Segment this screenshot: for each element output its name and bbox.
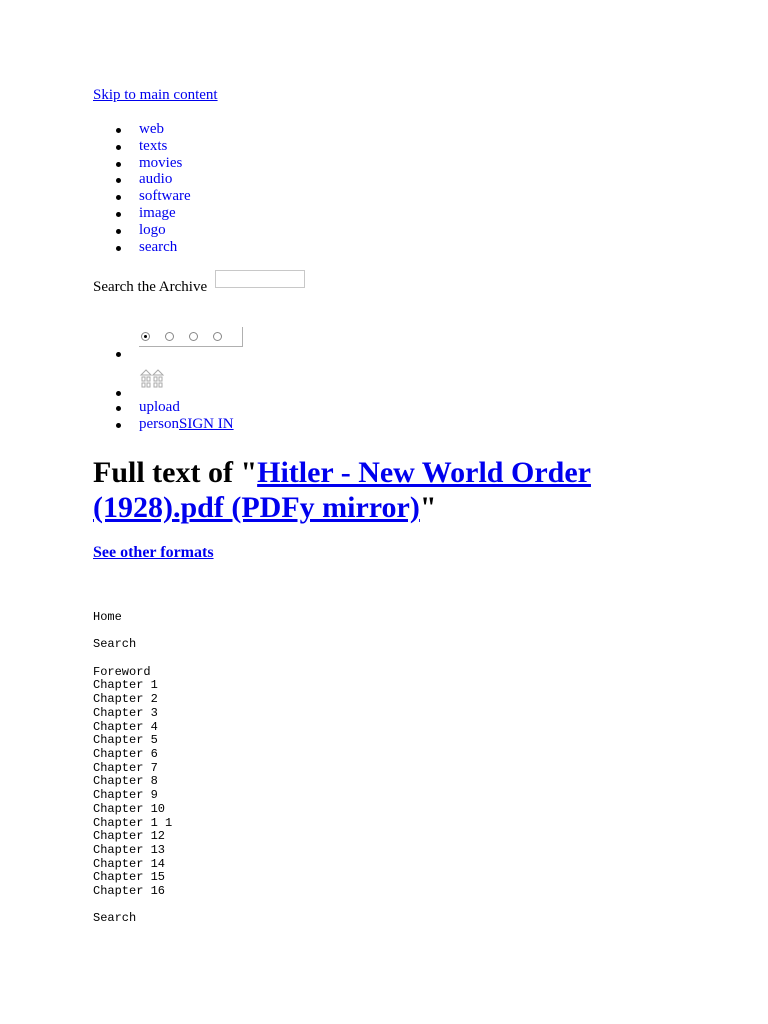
nav-link-texts[interactable]: texts <box>139 137 168 154</box>
nav-item-search <box>93 239 493 256</box>
nav-item-image <box>93 205 493 222</box>
blank-line <box>93 899 172 913</box>
blank-line <box>93 652 172 666</box>
nav-item-logo <box>93 222 493 239</box>
toc-line: Chapter 6 <box>93 747 158 761</box>
nav-item-audio <box>93 171 493 188</box>
nav-link-audio[interactable]: audio <box>139 171 173 188</box>
nav-link-search[interactable]: search <box>139 238 178 255</box>
see-other-formats-link[interactable]: See other formats <box>93 544 214 561</box>
toc-line: Chapter 13 <box>93 842 166 857</box>
toc-line: Chapter 9 <box>93 788 158 803</box>
toc-line: Chapter 2 <box>93 692 158 707</box>
toc-line: Chapter 10 <box>93 801 166 816</box>
nav-item-upload <box>93 399 493 416</box>
nav-item-movies <box>93 155 493 172</box>
blank-line <box>93 625 172 639</box>
nav-item-account <box>93 416 493 433</box>
search-type-radio-group <box>139 327 243 347</box>
search-type-radio-1[interactable] <box>141 332 150 341</box>
toc-line: Chapter 5 <box>93 733 158 748</box>
nav-link-software[interactable]: software <box>139 188 191 205</box>
toc-line: Chapter 15 <box>93 870 166 885</box>
nav-link-web[interactable]: web <box>139 121 164 137</box>
nav-item-texts <box>93 138 493 155</box>
full-text-search-top: Search <box>93 637 137 652</box>
toc-line: Chapter 3 <box>93 705 158 720</box>
nav-item-software <box>93 188 493 205</box>
search-type-radio-3[interactable] <box>189 332 198 341</box>
search-input[interactable] <box>215 270 305 288</box>
search-type-radio-2[interactable] <box>165 332 174 341</box>
nav-link-image[interactable]: image <box>139 204 176 221</box>
person-icon-link[interactable]: person <box>139 416 179 433</box>
full-text-home: Home <box>93 610 122 624</box>
full-text-search-bottom: Search <box>93 911 137 926</box>
item-title-link[interactable]: Hitler - New World Order (1928).pdf (PDFy mirror) <box>93 456 591 524</box>
page-title-prefix: Full text of " <box>93 456 258 489</box>
archive-logo-item <box>93 367 493 399</box>
toc-line: Chapter 1 <box>93 678 158 693</box>
toc-line: Chapter 8 <box>93 774 158 789</box>
search-label: Search the Archive <box>93 279 208 296</box>
other-formats-heading <box>93 543 214 562</box>
archive-logo-icon[interactable] <box>139 369 165 389</box>
nav-link-movies[interactable]: movies <box>139 154 183 171</box>
toc-line: Chapter 7 <box>93 760 158 775</box>
top-nav <box>93 121 493 433</box>
search-type-radio-4[interactable] <box>213 332 222 341</box>
page-title-suffix: " <box>419 491 437 524</box>
toc-line: Foreword <box>93 664 151 679</box>
full-text-toc <box>93 666 172 899</box>
toc-line: Chapter 14 <box>93 856 166 871</box>
page-title <box>93 455 653 525</box>
upload-link[interactable]: upload <box>139 399 180 416</box>
skip-to-main-content-link[interactable]: Skip to main content <box>93 87 218 103</box>
search-options-item <box>93 303 493 367</box>
toc-line: Chapter 12 <box>93 829 166 844</box>
search-form <box>93 255 493 303</box>
nav-item-web <box>93 121 493 138</box>
nav-link-logo[interactable]: logo <box>139 221 166 238</box>
toc-line: Chapter 16 <box>93 884 166 899</box>
full-text-body <box>93 611 172 926</box>
toc-line: Chapter 1 1 <box>93 815 173 830</box>
toc-line: Chapter 4 <box>93 719 158 734</box>
sign-in-link[interactable]: SIGN IN <box>179 416 234 433</box>
